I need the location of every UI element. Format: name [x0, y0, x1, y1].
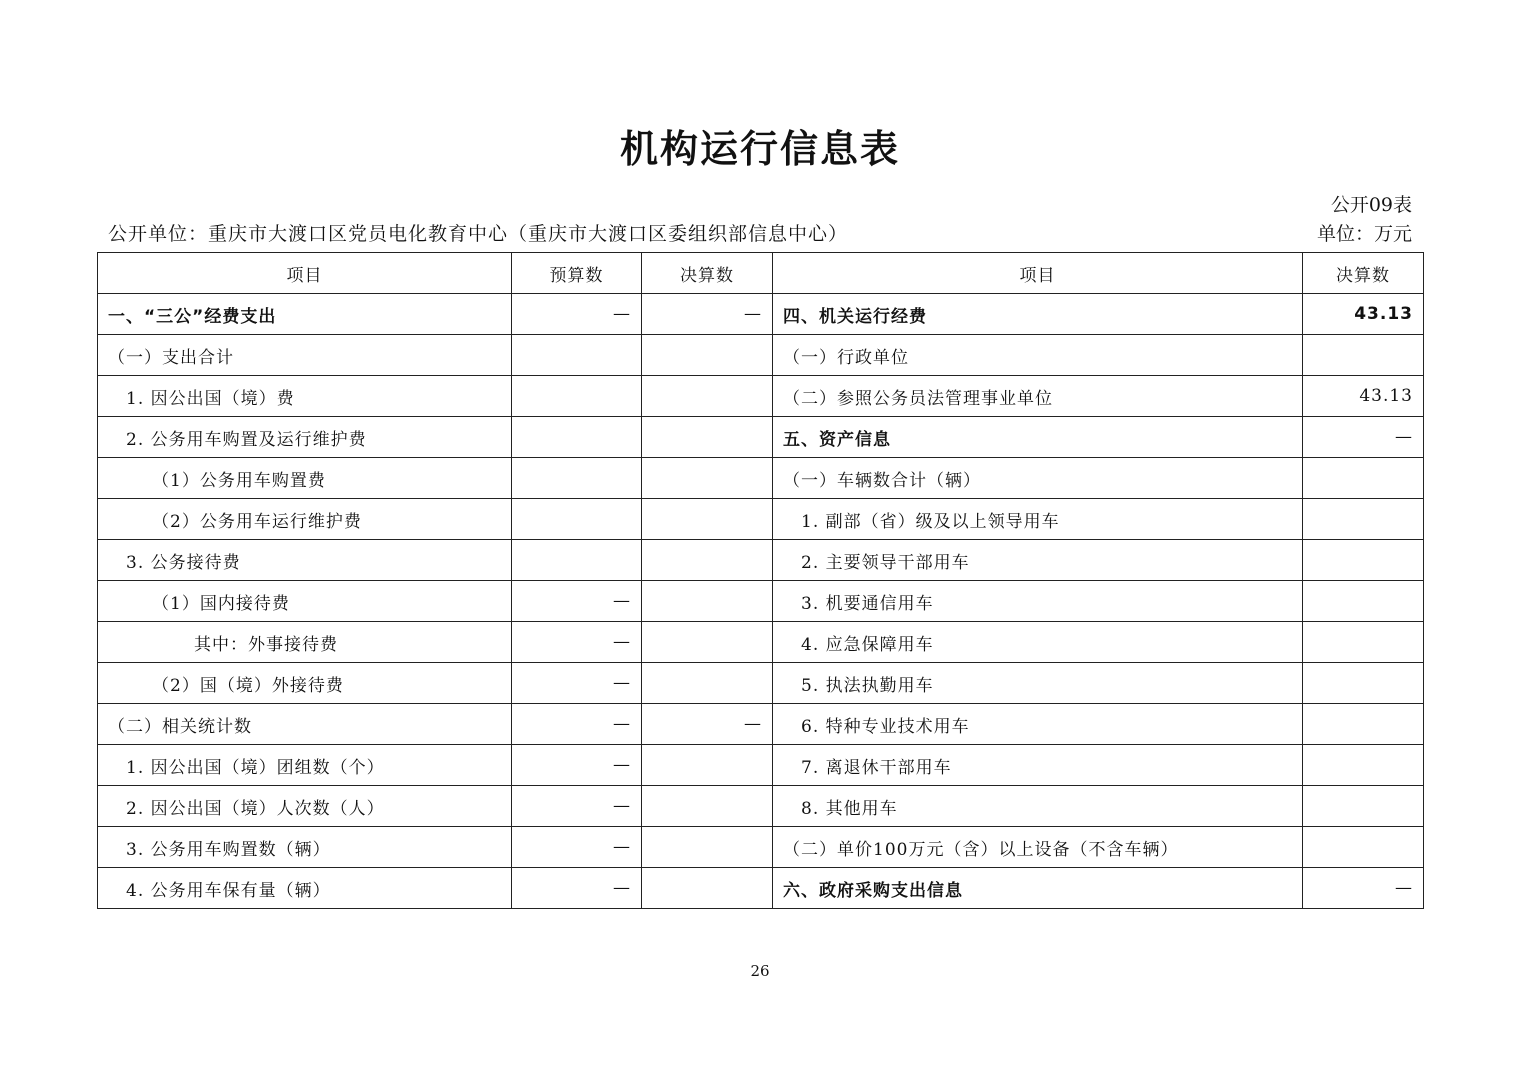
row-right-label: 5. 执法执勤用车: [773, 663, 1303, 704]
row-left-label: 其中：外事接待费: [98, 622, 512, 663]
row-budget: —: [512, 663, 642, 704]
row-final: —: [642, 704, 773, 745]
row-final: [642, 827, 773, 868]
table-row: [98, 663, 1424, 704]
row-final-right: [1303, 335, 1424, 376]
table-row: [98, 335, 1424, 376]
row-budget: —: [512, 745, 642, 786]
row-left-label: 1. 因公出国（境）团组数（个）: [98, 745, 512, 786]
row-final-right: —: [1303, 868, 1424, 909]
row-final-right: [1303, 458, 1424, 499]
row-final-right: [1303, 499, 1424, 540]
row-left-label: （2）公务用车运行维护费: [98, 499, 512, 540]
row-right-label: 2. 主要领导干部用车: [773, 540, 1303, 581]
row-final: [642, 376, 773, 417]
row-left-label: 一、“三公”经费支出: [98, 294, 512, 335]
row-final: [642, 622, 773, 663]
table-row: [98, 745, 1424, 786]
row-final-right: 43.13: [1303, 376, 1424, 417]
table-row: [98, 704, 1424, 745]
row-budget: —: [512, 622, 642, 663]
row-right-label: 六、政府采购支出信息: [773, 868, 1303, 909]
row-final-right: [1303, 704, 1424, 745]
row-right-label: 6. 特种专业技术用车: [773, 704, 1303, 745]
header-budget: 预算数: [512, 253, 642, 294]
row-final-right: 43.13: [1303, 294, 1424, 335]
row-budget: —: [512, 786, 642, 827]
row-budget: [512, 540, 642, 581]
row-right-label: 四、机关运行经费: [773, 294, 1303, 335]
row-budget: [512, 499, 642, 540]
row-final-right: [1303, 622, 1424, 663]
row-budget: [512, 417, 642, 458]
row-final-right: [1303, 540, 1424, 581]
row-right-label: 4. 应急保障用车: [773, 622, 1303, 663]
row-left-label: 3. 公务用车购置数（辆）: [98, 827, 512, 868]
page-title: 机构运行信息表: [619, 127, 900, 171]
row-budget: [512, 458, 642, 499]
header-final-right: 决算数: [1303, 253, 1424, 294]
row-left-label: 2. 公务用车购置及运行维护费: [98, 417, 512, 458]
table-row: [98, 581, 1424, 622]
row-budget: —: [512, 581, 642, 622]
row-left-label: 4. 公务用车保有量（辆）: [98, 868, 512, 909]
row-final: [642, 458, 773, 499]
row-right-label: （二）单价100万元（含）以上设备（不含车辆）: [773, 827, 1303, 868]
row-right-label: 五、资产信息: [773, 417, 1303, 458]
row-right-label: （一）行政单位: [773, 335, 1303, 376]
row-left-label: 1. 因公出国（境）费: [98, 376, 512, 417]
row-final-right: [1303, 745, 1424, 786]
row-right-label: （二）参照公务员法管理事业单位: [773, 376, 1303, 417]
table-row: [98, 417, 1424, 458]
row-budget: —: [512, 294, 642, 335]
row-right-label: （一）车辆数合计（辆）: [773, 458, 1303, 499]
table-row: [98, 499, 1424, 540]
row-left-label: 3. 公务接待费: [98, 540, 512, 581]
row-final: —: [642, 294, 773, 335]
header-item-right: 项目: [773, 253, 1303, 294]
table-row: [98, 827, 1424, 868]
header-item: 项目: [98, 253, 512, 294]
row-budget: [512, 376, 642, 417]
row-left-label: （1）国内接待费: [98, 581, 512, 622]
row-right-label: 8. 其他用车: [773, 786, 1303, 827]
table-row: [98, 786, 1424, 827]
row-budget: —: [512, 868, 642, 909]
row-final: [642, 745, 773, 786]
unit-label: 单位：万元: [1316, 223, 1412, 245]
row-left-label: （2）国（境）外接待费: [98, 663, 512, 704]
row-final: [642, 786, 773, 827]
table-row: [98, 376, 1424, 417]
row-budget: —: [512, 827, 642, 868]
row-right-label: 3. 机要通信用车: [773, 581, 1303, 622]
table-row: [98, 622, 1424, 663]
table-row: [98, 458, 1424, 499]
row-final: [642, 663, 773, 704]
table-row: [98, 540, 1424, 581]
row-budget: —: [512, 704, 642, 745]
row-final-right: [1303, 581, 1424, 622]
row-final-right: [1303, 786, 1424, 827]
form-number: 公开09表: [1330, 194, 1412, 216]
publisher-label: 公开单位：重庆市大渡口区党员电化教育中心（重庆市大渡口区委组织部信息中心）: [108, 223, 849, 245]
row-final: [642, 499, 773, 540]
row-final-right: —: [1303, 417, 1424, 458]
row-left-label: 2. 因公出国（境）人次数（人）: [98, 786, 512, 827]
row-final-right: [1303, 827, 1424, 868]
row-left-label: （1）公务用车购置费: [98, 458, 512, 499]
row-final: [642, 417, 773, 458]
table-row: [98, 868, 1424, 909]
row-right-label: 1. 副部（省）级及以上领导用车: [773, 499, 1303, 540]
row-left-label: （二）相关统计数: [98, 704, 512, 745]
page-number: 26: [750, 962, 770, 980]
row-final: [642, 540, 773, 581]
row-budget: [512, 335, 642, 376]
info-table: [97, 252, 1424, 909]
table-row: [98, 294, 1424, 335]
row-final: [642, 868, 773, 909]
row-left-label: （一）支出合计: [98, 335, 512, 376]
row-final: [642, 581, 773, 622]
table-header-row: [98, 253, 1424, 294]
row-final: [642, 335, 773, 376]
row-right-label: 7. 离退休干部用车: [773, 745, 1303, 786]
header-final: 决算数: [642, 253, 773, 294]
row-final-right: [1303, 663, 1424, 704]
